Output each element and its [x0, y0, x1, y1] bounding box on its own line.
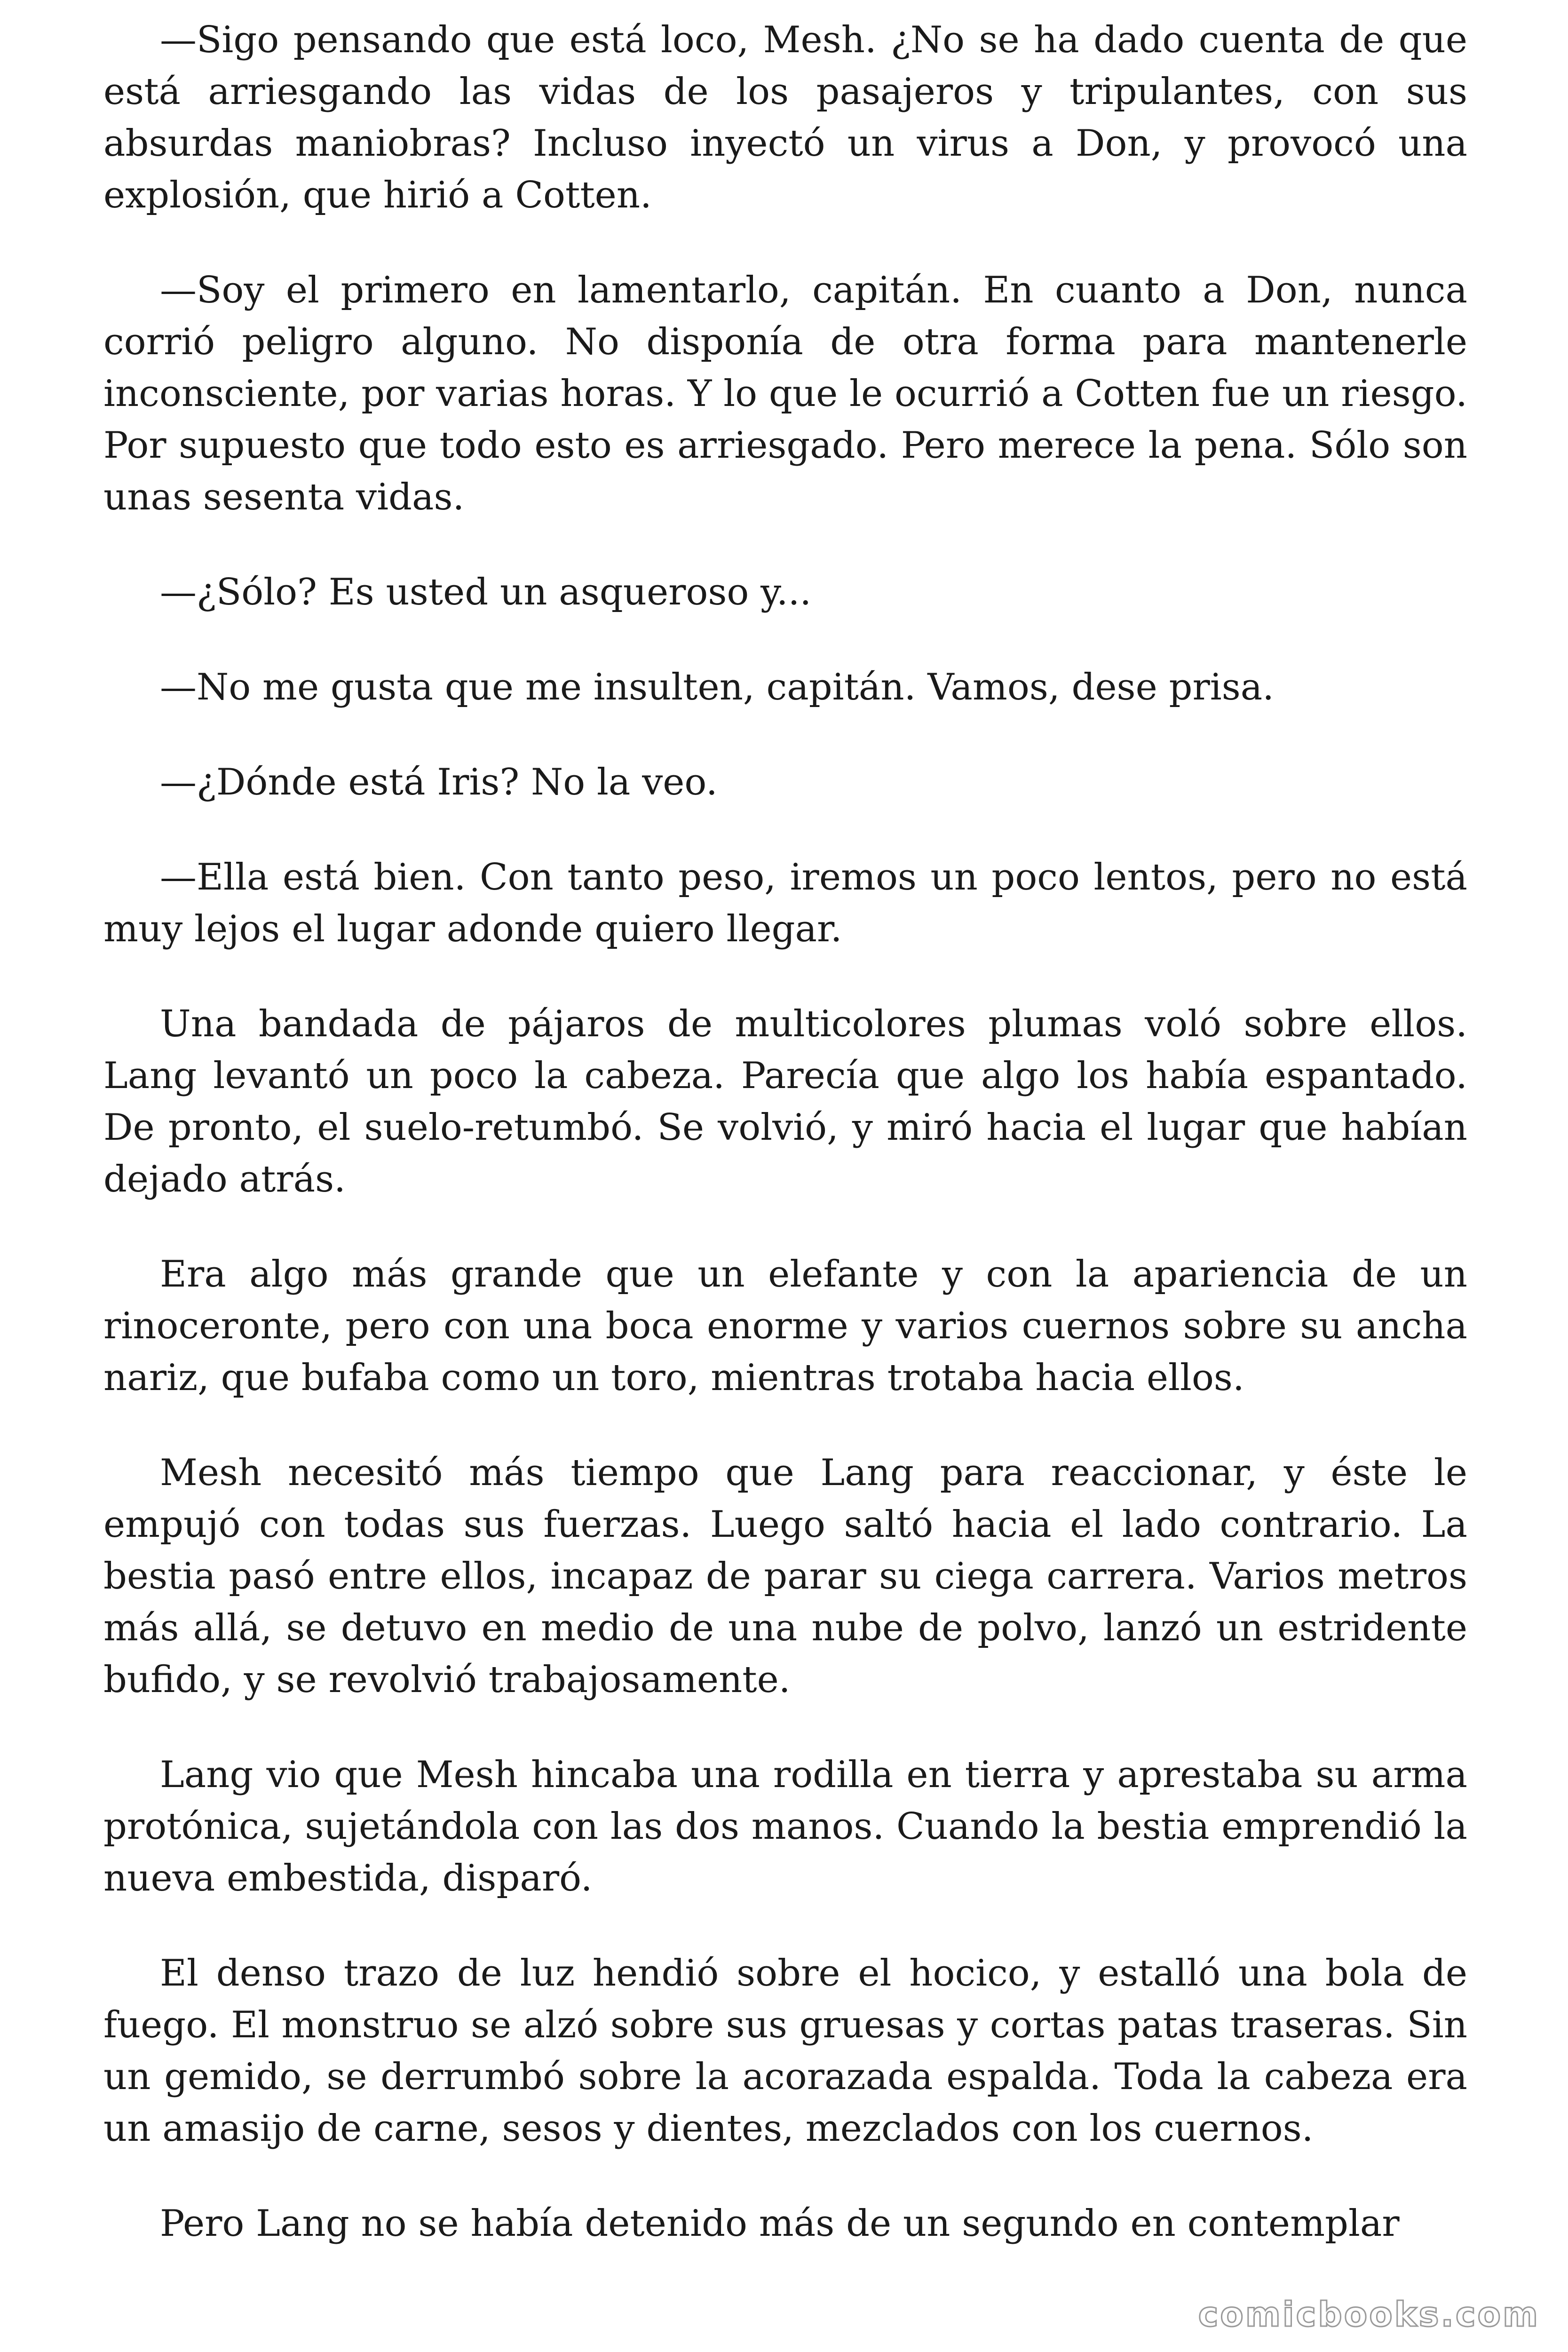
paragraph: Lang vio que Mesh hincaba una rodilla en tierra y aprestaba su arma protónica, sujetándola con las dos manos. Cuando la bestia emprendió la nueva embestida, disparó. [103, 1754, 1467, 1899]
paragraph: El denso trazo de luz hendió sobre el hocico, y estalló una bola de fuego. El monstruo se alzó sobre sus gruesas y cortas patas traseras. Sin un gemido, se derrumbó sobre la acorazada espalda. Toda la cabeza era un amasijo de carne, sesos y dientes, mezclados con los cuernos. [103, 1952, 1467, 2150]
paragraph: —Ella está bien. Con tanto peso, iremos un poco lentos, pero no está muy lejos el lugar adonde quiero llegar. [103, 856, 1467, 950]
watermark-logo: comicbooks.com [1198, 2295, 1540, 2334]
paragraph: Era algo más grande que un elefante y con la apariencia de un rinoceronte, pero con una boca enorme y varios cuernos sobre su ancha nariz, que bufaba como un toro, mientras trotaba hacia ellos. [103, 1253, 1467, 1399]
paragraph: —¿Dónde está Iris? No la veo. [160, 761, 718, 803]
paragraph: —¿Sólo? Es usted un asqueroso y... [160, 571, 812, 613]
paragraph: Una bandada de pájaros de multicolores plumas voló sobre ellos. Lang levantó un poco la cabeza. Parecía que algo los había espantado. De pronto, el suelo-retumbó. Se volvió, y miró hacia el lugar que habían dejado atrás. [103, 1003, 1467, 1200]
paragraph: Pero Lang no se había detenido más de un segundo en contemplar [160, 2202, 1400, 2245]
paragraph: —No me gusta que me insulten, capitán. Vamos, dese prisa. [160, 666, 1275, 708]
paragraph: —Soy el primero en lamentarlo, capitán. En cuanto a Don, nunca corrió peligro alguno. No disponía de otra forma para mantenerle inconsciente, por varias horas. Y lo que le ocurrió a Cotten fue un riesgo. Por supuesto que todo esto es arriesgado. Pero merece la pena. Sólo son unas sesenta vidas. [103, 269, 1467, 518]
paragraph: Mesh necesitó más tiempo que Lang para reaccionar, y éste le empujó con todas sus fuerzas. Luego saltó hacia el lado contrario. La bestia pasó entre ellos, incapaz de parar su ciega carrera. Varios metros más allá, se detuvo en medio de una nube de polvo, lanzó un estridente bufido, y se revolvió trabajosamente. [103, 1452, 1467, 1701]
page-text-column [103, 14, 1467, 2249]
paragraph: —Sigo pensando que está loco, Mesh. ¿No se ha dado cuenta de que está arriesgando las vidas de los pasajeros y tripulantes, con sus absurdas maniobras? Incluso inyectó un virus a Don, y provocó una explosión, que hirió a Cotten. [103, 19, 1467, 216]
